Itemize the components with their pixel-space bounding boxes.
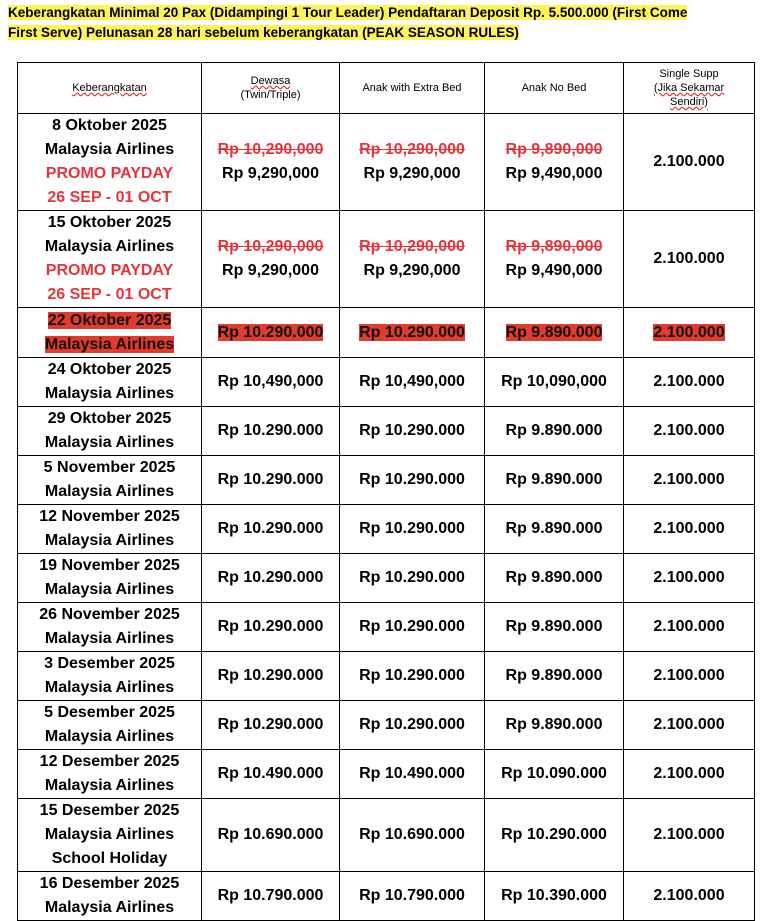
adult-price: Rp 10.290.000 (217, 471, 324, 488)
no-bed-cell (485, 750, 624, 799)
no-bed-old-price: Rp 9,890,000 (505, 238, 603, 255)
single-supp-price: 2.100.000 (653, 667, 725, 684)
extra-bed-cell (340, 554, 485, 603)
adult-price: Rp 10.290.000 (217, 716, 324, 733)
departure-date: 12 November 2025 (39, 508, 180, 525)
adult-price: Rp 9,290,000 (222, 165, 319, 182)
no-bed-price: Rp 10.290.000 (501, 826, 607, 843)
adult-old-price: Rp 10,290,000 (217, 238, 324, 255)
airline-name: Malaysia Airlines (44, 826, 175, 843)
departure-cell (18, 603, 202, 652)
airline-name: Malaysia Airlines (44, 434, 175, 451)
adult-price: Rp 10.290.000 (217, 667, 324, 684)
adult-cell (202, 652, 340, 701)
table-row (18, 114, 755, 211)
no-bed-cell (485, 505, 624, 554)
airline-name: Malaysia Airlines (44, 899, 175, 916)
adult-cell (202, 750, 340, 799)
departure-date: 8 Oktober 2025 (52, 117, 167, 134)
table-row (18, 701, 755, 750)
table-row (18, 407, 755, 456)
extra-bed-cell (340, 114, 485, 211)
single-supp-cell (624, 799, 755, 872)
extra-bed-price: Rp 10.290.000 (359, 471, 465, 488)
departure-date: 3 Desember 2025 (44, 655, 175, 672)
no-bed-price: Rp 9,490,000 (505, 262, 603, 279)
table-row (18, 872, 755, 921)
no-bed-price: Rp 9.890.000 (505, 323, 603, 341)
single-supp-cell (624, 114, 755, 211)
extra-bed-price: Rp 10.490.000 (359, 765, 465, 782)
departure-date: 5 November 2025 (43, 459, 176, 476)
adult-cell (202, 505, 340, 554)
table-row (18, 358, 755, 407)
single-supp-cell (624, 505, 755, 554)
airline-name: Malaysia Airlines (44, 581, 175, 598)
adult-cell (202, 456, 340, 505)
table-row (18, 652, 755, 701)
adult-price: Rp 10.490.000 (217, 765, 324, 782)
table-row (18, 211, 755, 308)
adult-price: Rp 10,490,000 (217, 373, 324, 390)
single-supp-cell (624, 652, 755, 701)
promo-dates: 26 SEP - 01 OCT (47, 189, 172, 206)
no-bed-cell (485, 701, 624, 750)
extra-bed-cell (340, 211, 485, 308)
header-departure: Keberangkatan (18, 63, 202, 114)
no-bed-price: Rp 10,090,000 (501, 373, 607, 390)
no-bed-old-price: Rp 9,890,000 (505, 141, 603, 158)
extra-bed-old-price: Rp 10,290,000 (359, 238, 465, 255)
extra-bed-cell (340, 872, 485, 921)
no-bed-cell (485, 603, 624, 652)
header-child-extra-bed: Anak with Extra Bed (340, 63, 485, 114)
table-header-row (18, 63, 755, 114)
extra-bed-price: Rp 10.290.000 (359, 716, 465, 733)
no-bed-cell (485, 211, 624, 308)
adult-cell (202, 211, 340, 308)
adult-price: Rp 10.690.000 (217, 826, 324, 843)
single-supp-price: 2.100.000 (653, 323, 725, 341)
adult-cell (202, 308, 340, 358)
single-supp-price: 2.100.000 (653, 153, 725, 170)
adult-cell (202, 407, 340, 456)
departure-cell (18, 554, 202, 603)
promo-label: PROMO PAYDAY (45, 165, 174, 182)
adult-cell (202, 701, 340, 750)
adult-cell (202, 358, 340, 407)
extra-bed-price: Rp 10.290.000 (359, 569, 465, 586)
extra-bed-price: Rp 9,290,000 (363, 262, 461, 279)
no-bed-cell (485, 799, 624, 872)
single-supp-price: 2.100.000 (653, 887, 725, 904)
single-supp-cell (624, 407, 755, 456)
departure-date: 15 Desember 2025 (39, 802, 180, 819)
single-supp-price: 2.100.000 (653, 373, 725, 390)
extra-bed-cell (340, 750, 485, 799)
single-supp-cell (624, 872, 755, 921)
single-supp-cell (624, 211, 755, 308)
no-bed-cell (485, 407, 624, 456)
departure-cell (18, 308, 202, 358)
table-row (18, 308, 755, 358)
airline-name: Malaysia Airlines (44, 728, 175, 745)
table-row (18, 456, 755, 505)
extra-bed-cell (340, 407, 485, 456)
extra-bed-price: Rp 9,290,000 (363, 165, 461, 182)
extra-bed-price: Rp 10,490,000 (359, 373, 465, 390)
departure-cell (18, 505, 202, 554)
single-supp-price: 2.100.000 (653, 765, 725, 782)
adult-cell (202, 554, 340, 603)
extra-bed-price: Rp 10.290.000 (359, 618, 465, 635)
extra-bed-cell (340, 456, 485, 505)
no-bed-price: Rp 9.890.000 (505, 471, 603, 488)
single-supp-price: 2.100.000 (653, 826, 725, 843)
price-table (17, 62, 755, 921)
single-supp-cell (624, 750, 755, 799)
no-bed-cell (485, 456, 624, 505)
notice-line-2: First Serve) Pelunasan 28 hari sebelum keberangkatan (PEAK SEASON RULES) (8, 25, 519, 40)
extra-bed-cell (340, 652, 485, 701)
single-supp-cell (624, 456, 755, 505)
departure-note: School Holiday (51, 850, 168, 867)
extra-bed-cell (340, 358, 485, 407)
departure-date: 22 Oktober 2025 (47, 311, 172, 329)
airline-name: Malaysia Airlines (44, 385, 175, 402)
extra-bed-cell (340, 799, 485, 872)
airline-name: Malaysia Airlines (44, 630, 175, 647)
departure-cell (18, 358, 202, 407)
no-bed-price: Rp 9,490,000 (505, 165, 603, 182)
extra-bed-price: Rp 10.790.000 (359, 887, 465, 904)
adult-cell (202, 114, 340, 211)
departure-cell (18, 114, 202, 211)
extra-bed-cell (340, 505, 485, 554)
single-supp-cell (624, 554, 755, 603)
no-bed-cell (485, 652, 624, 701)
airline-name: Malaysia Airlines (44, 238, 175, 255)
departure-date: 12 Desember 2025 (39, 753, 180, 770)
departure-date: 19 November 2025 (39, 557, 180, 574)
adult-price: Rp 10.290.000 (217, 422, 324, 439)
adult-cell (202, 603, 340, 652)
airline-name: Malaysia Airlines (44, 141, 175, 158)
adult-price: Rp 10.290.000 (217, 323, 324, 341)
table-row (18, 505, 755, 554)
notice-text (8, 3, 760, 43)
departure-cell (18, 750, 202, 799)
departure-cell (18, 701, 202, 750)
no-bed-cell (485, 308, 624, 358)
no-bed-price: Rp 9.890.000 (505, 618, 603, 635)
adult-cell (202, 799, 340, 872)
departure-cell (18, 211, 202, 308)
header-single-supp: Single Supp (Jika Sekamar Sendiri) (624, 63, 755, 114)
no-bed-price: Rp 9.890.000 (505, 716, 603, 733)
single-supp-price: 2.100.000 (653, 250, 725, 267)
departure-cell (18, 872, 202, 921)
no-bed-cell (485, 554, 624, 603)
extra-bed-price: Rp 10.290.000 (359, 667, 465, 684)
adult-price: Rp 9,290,000 (222, 262, 319, 279)
adult-price: Rp 10.290.000 (217, 618, 324, 635)
adult-old-price: Rp 10,290,000 (217, 141, 324, 158)
departure-date: 15 Oktober 2025 (47, 214, 172, 231)
no-bed-price: Rp 10.390.000 (501, 887, 607, 904)
single-supp-price: 2.100.000 (653, 618, 725, 635)
table-row (18, 750, 755, 799)
single-supp-cell (624, 701, 755, 750)
extra-bed-cell (340, 603, 485, 652)
departure-cell (18, 799, 202, 872)
no-bed-cell (485, 872, 624, 921)
extra-bed-price: Rp 10.290.000 (359, 422, 465, 439)
no-bed-cell (485, 358, 624, 407)
single-supp-price: 2.100.000 (653, 422, 725, 439)
extra-bed-price: Rp 10.690.000 (359, 826, 465, 843)
departure-date: 16 Desember 2025 (39, 875, 180, 892)
departure-date: 26 November 2025 (39, 606, 180, 623)
adult-price: Rp 10.290.000 (217, 569, 324, 586)
departure-cell (18, 456, 202, 505)
table-row (18, 603, 755, 652)
single-supp-price: 2.100.000 (653, 569, 725, 586)
single-supp-price: 2.100.000 (653, 471, 725, 488)
adult-cell (202, 872, 340, 921)
extra-bed-price: Rp 10.290.000 (359, 323, 465, 341)
no-bed-price: Rp 9.890.000 (505, 422, 603, 439)
table-row (18, 799, 755, 872)
promo-dates: 26 SEP - 01 OCT (47, 286, 172, 303)
single-supp-price: 2.100.000 (653, 520, 725, 537)
extra-bed-price: Rp 10.290.000 (359, 520, 465, 537)
airline-name: Malaysia Airlines (44, 483, 175, 500)
no-bed-price: Rp 10.090.000 (501, 765, 607, 782)
airline-name: Malaysia Airlines (44, 777, 175, 794)
no-bed-price: Rp 9.890.000 (505, 569, 603, 586)
departure-cell (18, 407, 202, 456)
table-row (18, 554, 755, 603)
single-supp-cell (624, 358, 755, 407)
single-supp-cell (624, 603, 755, 652)
departure-cell (18, 652, 202, 701)
adult-price: Rp 10.790.000 (217, 887, 324, 904)
extra-bed-cell (340, 701, 485, 750)
promo-label: PROMO PAYDAY (45, 262, 174, 279)
single-supp-price: 2.100.000 (653, 716, 725, 733)
departure-date: 5 Desember 2025 (44, 704, 175, 721)
adult-price: Rp 10.290.000 (217, 520, 324, 537)
no-bed-cell (485, 114, 624, 211)
airline-name: Malaysia Airlines (44, 532, 175, 549)
departure-date: 29 Oktober 2025 (47, 410, 172, 427)
extra-bed-cell (340, 308, 485, 358)
single-supp-cell (624, 308, 755, 358)
no-bed-price: Rp 9.890.000 (505, 667, 603, 684)
header-adult: Dewasa (Twin/Triple) (202, 63, 340, 114)
notice-line-1: Keberangkatan Minimal 20 Pax (Didampingi 1 Tour Leader) Pendaftaran Deposit Rp. 5.500.000 (First Come (8, 5, 688, 20)
departure-date: 24 Oktober 2025 (47, 361, 172, 378)
extra-bed-old-price: Rp 10,290,000 (359, 141, 465, 158)
airline-name: Malaysia Airlines (44, 679, 175, 696)
header-child-no-bed: Anak No Bed (485, 63, 624, 114)
no-bed-price: Rp 9.890.000 (505, 520, 603, 537)
airline-name: Malaysia Airlines (44, 335, 175, 353)
